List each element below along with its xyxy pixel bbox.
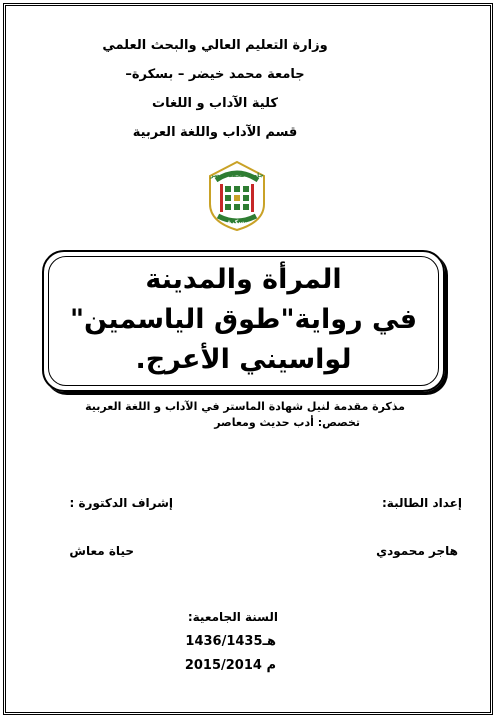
ministry-name: وزارة التعليم العالي والبحث العلمي: [102, 38, 328, 53]
thesis-title-line-3: لواسيني الأعرج.: [135, 344, 352, 375]
university-seal-icon: [206, 160, 268, 232]
supervisor-name: حياة معاش: [69, 544, 134, 558]
thesis-description: مذكرة مقدمة لنيل شهادة الماستر في الآداب و اللغة العربية: [85, 400, 405, 413]
academic-year-label: السنة الجامعية:: [187, 610, 278, 624]
academic-year-hijri: 1436/1435هـ: [185, 634, 276, 649]
seal-top-text: جامعة محمد خيضر: [210, 172, 264, 179]
thesis-title-line-1: المرأة والمدينة: [145, 264, 342, 295]
student-label: إعداد الطالبة:: [382, 496, 462, 510]
supervisor-label: إشراف الدكتورة :: [69, 496, 173, 510]
academic-year-gregorian: 2015/2014 م: [184, 658, 276, 673]
thesis-title-line-2: في رواية"طوق الياسمين": [69, 304, 418, 335]
faculty-name: كلية الآداب و اللغات: [152, 96, 278, 111]
student-name: هاجر محمودي: [376, 544, 458, 558]
title-box: [42, 250, 445, 392]
department-name: قسم الآداب واللغة العربية: [132, 125, 298, 140]
specialization: تخصص: أدب حديث ومعاصر: [214, 416, 360, 429]
seal-bottom-text: بسكرة: [227, 219, 247, 226]
university-name: جامعة محمد خيضر – بسكرة–: [125, 67, 305, 82]
